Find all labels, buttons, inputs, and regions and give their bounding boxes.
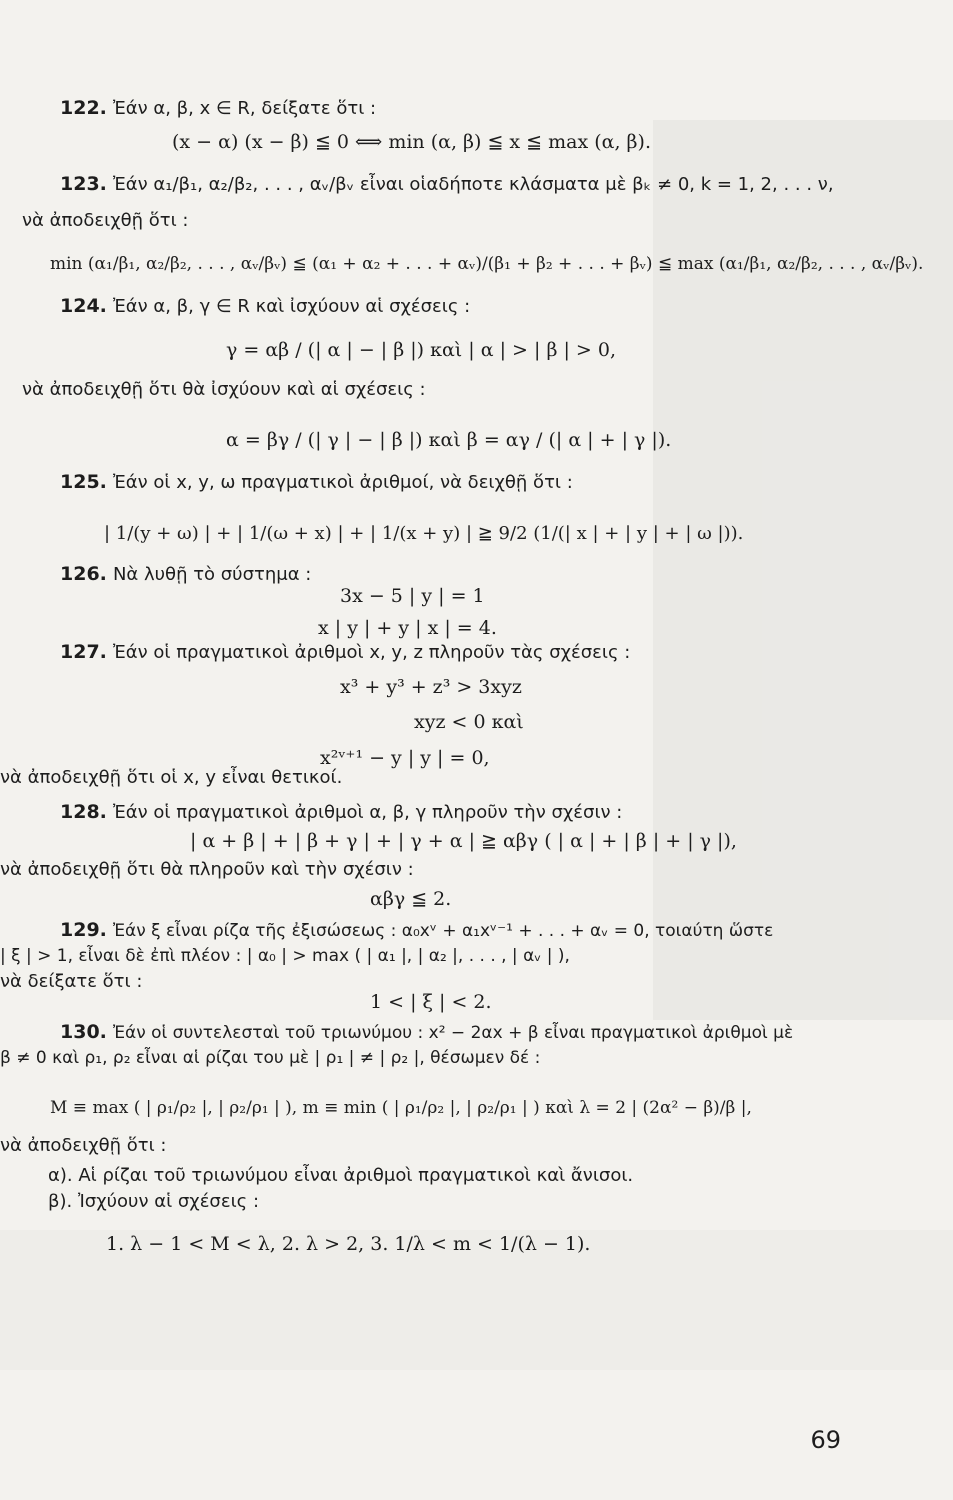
problem-124 [60,294,470,319]
formula-line: x²ᵛ⁺¹ − y | y | = 0, [320,747,490,769]
problem-number: 129. [60,919,107,941]
formula-line: 1 < | ξ | < 2. [370,991,492,1013]
problem-number: 126. [60,563,107,585]
problem-125 [60,470,573,495]
problem-statement: Ἐάν α, β, x ∈ R, δείξατε ὅτι : [112,98,377,119]
problem-number: 123. [60,173,107,195]
problem-statement: Ἐάν οἱ x, y, ω πραγματικοὶ ἀριθμοί, νὰ δειχθῇ ὅτι : [112,472,573,493]
problem-130 [60,1020,793,1045]
formula-line: x | y | + y | x | = 4. [318,617,497,639]
formula-line: α = βγ / (| γ | − | β |) καὶ β = αγ / (| α | + | γ |). [226,429,672,451]
text-line: α). Αἱ ρίζαι τοῦ τριωνύμου εἶναι ἀριθμοὶ πραγματικοὶ καὶ ἄνισοι. [48,1165,634,1186]
problem-statement: Ἐάν α, β, γ ∈ R καὶ ἰσχύουν αἱ σχέσεις : [112,296,471,317]
problem-number: 130. [60,1021,107,1043]
problem-122 [60,96,376,121]
text-line: νὰ ἀποδειχθῇ ὅτι θὰ ἰσχύουν καὶ αἱ σχέσεις : [22,379,426,400]
formula-line: xyz < 0 καὶ [414,711,524,733]
problem-128 [60,800,622,825]
bleed-through-shade [0,1230,953,1370]
page-number: 69 [810,1426,841,1454]
formula-line: γ = αβ / (| α | − | β |) καὶ | α | > | β | > 0, [226,339,616,361]
text-line: νὰ δείξατε ὅτι : [0,971,143,992]
formula-line: 1. λ − 1 < M < λ, 2. λ > 2, 3. 1/λ < m < 1/(λ − 1). [106,1233,591,1255]
formula-line: M ≡ max ( | ρ₁/ρ₂ |, | ρ₂/ρ₁ | ), m ≡ min ( | ρ₁/ρ₂ |, | ρ₂/ρ₁ | ) καὶ λ = 2 | (2α² − β)/β |, [50,1098,752,1118]
formula-line: 3x − 5 | y | = 1 [340,585,485,607]
problem-statement: Ἐάν ξ εἶναι ρίζα τῆς ἐξισώσεως : α₀xᵛ + α₁xᵛ⁻¹ + . . . + αᵥ = 0, τοιαύτη ὥστε [112,921,774,941]
text-line: β ≠ 0 καὶ ρ₁, ρ₂ εἶναι αἱ ρίζαι του μὲ | ρ₁ | ≠ | ρ₂ |, θέσωμεν δέ : [0,1048,541,1068]
formula-line: (x − α) (x − β) ≦ 0 ⟺ min (α, β) ≦ x ≦ max (α, β). [172,131,651,153]
problem-129 [60,918,773,943]
text-line: νὰ ἀποδειχθῇ ὅτι θὰ πληροῦν καὶ τὴν σχέσιν : [0,859,414,880]
text-line: | ξ | > 1, εἶναι δὲ ἐπὶ πλέον : | α₀ | > max ( | α₁ |, | α₂ |, . . . , | αᵥ | ), [0,946,570,966]
text-line: νὰ ἀποδειχθῇ ὅτι : [22,210,189,231]
problem-127 [60,640,630,665]
problem-statement: Νὰ λυθῇ τὸ σύστημα : [112,564,312,585]
formula-line: min (α₁/β₁, α₂/β₂, . . . , αᵥ/βᵥ) ≦ (α₁ + α₂ + . . . + αᵥ)/(β₁ + β₂ + . . . + βᵥ) ≦ max (α₁/β₁, α₂/β₂, . . . , αᵥ/βᵥ). [50,254,924,274]
formula-line: | 1/(y + ω) | + | 1/(ω + x) | + | 1/(x + y) | ≧ 9/2 (1/(| x | + | y | + | ω |)). [104,523,744,544]
problem-statement: Ἐάν οἱ πραγματικοὶ ἀριθμοὶ α, β, γ πληροῦν τὴν σχέσιν : [112,802,623,823]
problem-number: 125. [60,471,107,493]
formula-line: αβγ ≦ 2. [370,888,452,910]
problem-number: 127. [60,641,107,663]
text-line: νὰ ἀποδειχθῇ ὅτι : [0,1135,167,1156]
problem-123 [60,172,834,197]
problem-statement: Ἐάν α₁/β₁, α₂/β₂, . . . , αᵥ/βᵥ εἶναι οἱαδήποτε κλάσματα μὲ βₖ ≠ 0, k = 1, 2, . . . ν, [112,174,834,195]
problem-statement: Ἐάν οἱ συντελεσταὶ τοῦ τριωνύμου : x² − 2αx + β εἶναι πραγματικοὶ ἀριθμοὶ μὲ [112,1023,794,1043]
formula-line: x³ + y³ + z³ > 3xyz [340,676,522,698]
text-line: νὰ ἀποδειχθῇ ὅτι οἱ x, y εἶναι θετικοί. [0,767,343,788]
problem-number: 128. [60,801,107,823]
formula-line: | α + β | + | β + γ | + | γ + α | ≧ αβγ ( | α | + | β | + | γ |), [190,830,737,852]
problem-126 [60,562,311,587]
problem-number: 122. [60,97,107,119]
problem-number: 124. [60,295,107,317]
text-line: β). Ἰσχύουν αἱ σχέσεις : [48,1191,260,1212]
problem-statement: Ἐάν οἱ πραγματικοὶ ἀριθμοὶ x, y, z πληροῦν τὰς σχέσεις : [112,642,631,663]
